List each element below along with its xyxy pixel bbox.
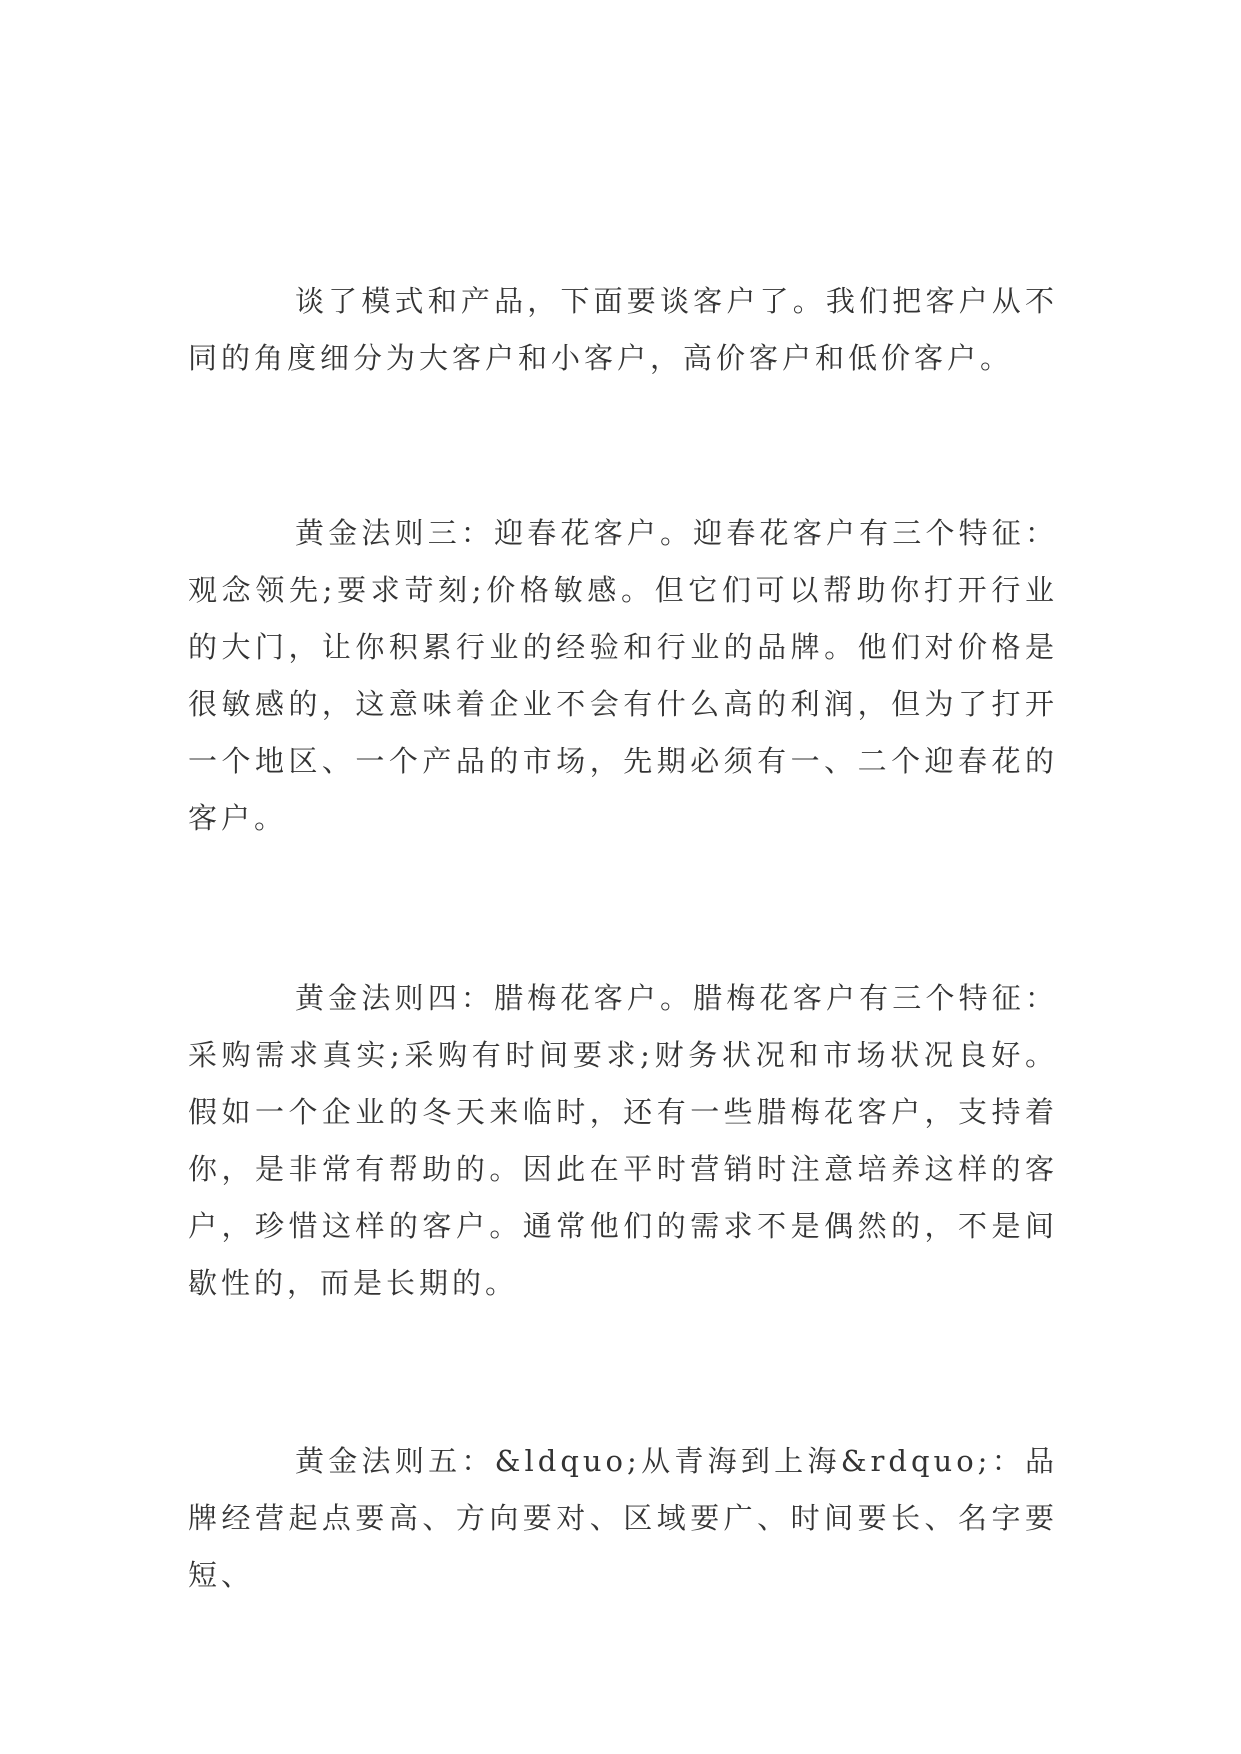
paragraph-golden-rule-four: 黄金法则四：腊梅花客户。腊梅花客户有三个特征：采购需求真实;采购有时间要求;财务状况和市场状况良好。假如一个企业的冬天来临时，还有一些腊梅花客户，支持着你，是非常有帮助的。因此在平时营销时注意培养这样的客户，珍惜这样的客户。通常他们的需求不是偶然的，不是间歇性的，而是长期的。 [188, 981, 1058, 1300]
paragraph-golden-rule-three: 黄金法则三：迎春花客户。迎春花客户有三个特征：观念领先;要求苛刻;价格敏感。但它们可以帮助你打开行业的大门，让你积累行业的经验和行业的品牌。他们对价格是很敏感的，这意味着企业不会有什么高的利润，但为了打开一个地区、一个产品的市场，先期必须有一、二个迎春花的客户。 [188, 516, 1058, 835]
paragraph-golden-rule-five: 黄金法则五：&ldquo;从青海到上海&rdquo;：品牌经营起点要高、方向要对、区域要广、时间要长、名字要短、 [188, 1444, 1058, 1592]
paragraph-customers-intro: 谈了模式和产品，下面要谈客户了。我们把客户从不同的角度细分为大客户和小客户，高价客户和低价客户。 [188, 284, 1058, 375]
